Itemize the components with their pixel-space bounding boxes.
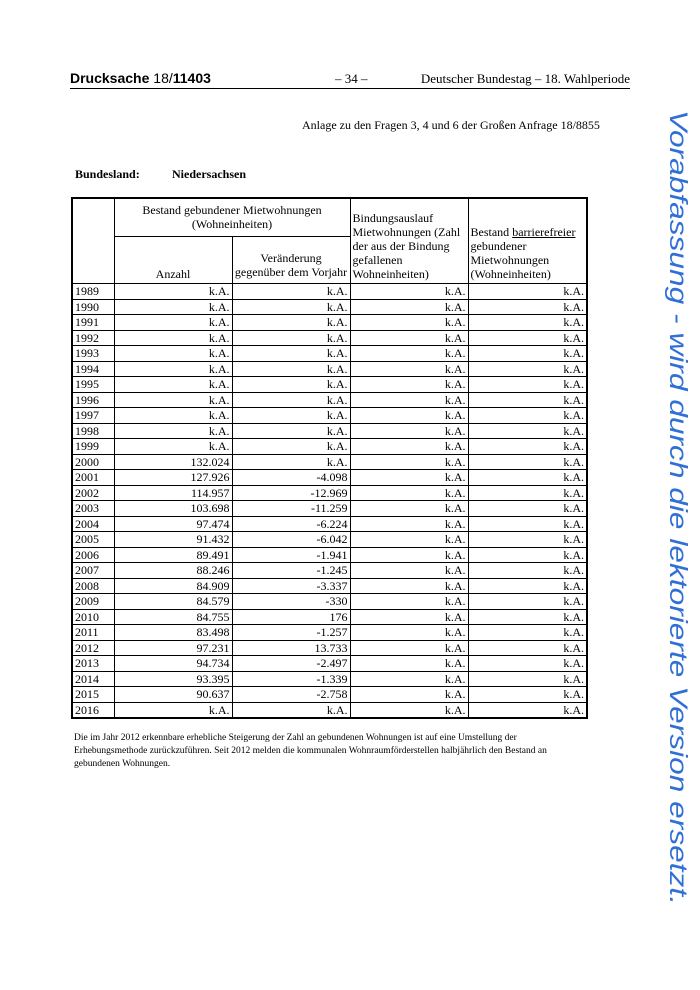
bindung-cell: k.A. [350,284,468,300]
anzahl-cell: 127.926 [114,470,232,486]
bindungsauslauf-header: Bindungsauslauf Mietwohnungen (Zahl der aus der Bindung gefallenen Wohneinheiten) [350,198,468,284]
veraenderung-cell: k.A. [232,299,350,315]
barriere-cell: k.A. [468,485,587,501]
table-row [72,501,587,517]
anzahl-cell: 94.734 [114,656,232,672]
table-row [72,346,587,362]
year-cell: 1990 [72,299,114,315]
bundesland-label: Bundesland: [75,167,140,181]
barriere-cell: k.A. [468,563,587,579]
year-cell: 1995 [72,377,114,393]
year-cell: 2010 [72,609,114,625]
bindung-cell: k.A. [350,625,468,641]
year-cell: 1996 [72,392,114,408]
barriere-cell: k.A. [468,454,587,470]
anzahl-cell: k.A. [114,361,232,377]
table-row [72,609,587,625]
anzahl-cell: 84.579 [114,594,232,610]
year-cell: 2015 [72,687,114,703]
bindung-cell: k.A. [350,392,468,408]
year-cell: 2009 [72,594,114,610]
anzahl-cell: 132.024 [114,454,232,470]
header-publisher: Deutscher Bundestag – 18. Wahlperiode [420,71,630,86]
bindung-cell: k.A. [350,687,468,703]
year-cell: 2005 [72,532,114,548]
table-row [72,547,587,563]
barriere-cell: k.A. [468,702,587,718]
anzahl-cell: k.A. [114,423,232,439]
table-row [72,423,587,439]
veraenderung-cell: 13.733 [232,640,350,656]
anzahl-cell: 84.755 [114,609,232,625]
barriere-cell: k.A. [468,423,587,439]
veraenderung-cell: -2.758 [232,687,350,703]
anzahl-cell: 91.432 [114,532,232,548]
barriere-cell: k.A. [468,640,587,656]
bindung-cell: k.A. [350,640,468,656]
bindung-cell: k.A. [350,702,468,718]
footnote: Die im Jahr 2012 erkennbare erhebliche Steigerung der Zahl an gebundenen Wohnungen ist auf eine Umstellung der Erhebungsmethode zurückzuführen. Seit 2012 melden die kommunalen Wohnraumförderstellen halbjährlich den Bestand an gebundenen Wohnungen. [74,733,547,769]
page-number: – 34 – [335,71,368,86]
barriere-cell: k.A. [468,687,587,703]
year-cell: 1989 [72,284,114,300]
anzahl-cell: 93.395 [114,671,232,687]
barriere-cell: k.A. [468,392,587,408]
veraenderung-cell: 176 [232,609,350,625]
table-row [72,532,587,548]
barriere-cell: k.A. [468,516,587,532]
veraenderung-cell: -1.339 [232,671,350,687]
table-row [72,687,587,703]
bindung-cell: k.A. [350,532,468,548]
table-row [72,625,587,641]
table-row [72,454,587,470]
anzahl-header: Anzahl [114,237,232,284]
table-row [72,563,587,579]
veraenderung-cell: -12.969 [232,485,350,501]
table-row [72,377,587,393]
veraenderung-cell: k.A. [232,315,350,331]
anlage-note: Anlage zu den Fragen 3, 4 und 6 der Großen Anfrage 18/8855 [302,118,600,132]
veraenderung-cell: k.A. [232,361,350,377]
table-row [72,578,587,594]
veraenderung-cell: k.A. [232,284,350,300]
barriere-cell: k.A. [468,671,587,687]
veraenderung-cell: -1.257 [232,625,350,641]
table-row [72,299,587,315]
anzahl-cell: k.A. [114,330,232,346]
year-cell: 1992 [72,330,114,346]
barriere-cell: k.A. [468,439,587,455]
watermark-text: Vorabfassung - wird durch die lektorierte Version ersetzt. [664,110,692,738]
anzahl-cell: 84.909 [114,578,232,594]
bindung-cell: k.A. [350,439,468,455]
year-cell: 2013 [72,656,114,672]
bundesland-value: Niedersachsen [172,167,246,181]
year-cell: 1999 [72,439,114,455]
bindung-cell: k.A. [350,454,468,470]
bindung-cell: k.A. [350,547,468,563]
year-cell: 2011 [72,625,114,641]
year-cell: 1994 [72,361,114,377]
year-cell: 2014 [72,671,114,687]
veraenderung-cell: -330 [232,594,350,610]
table-row [72,315,587,331]
anzahl-cell: 89.491 [114,547,232,563]
table-row [72,516,587,532]
barriere-cell: k.A. [468,284,587,300]
veraenderung-cell: -3.337 [232,578,350,594]
veraenderung-cell: k.A. [232,377,350,393]
barriere-cell: k.A. [468,377,587,393]
barriere-cell: k.A. [468,361,587,377]
year-cell: 2002 [72,485,114,501]
table-row [72,702,587,718]
barriere-cell: k.A. [468,625,587,641]
barriere-cell: k.A. [468,532,587,548]
year-cell: 2000 [72,454,114,470]
table-row [72,361,587,377]
year-cell: 1998 [72,423,114,439]
bindung-cell: k.A. [350,671,468,687]
bindung-cell: k.A. [350,516,468,532]
bestand-group-header: Bestand gebundener Mietwohnungen (Wohneinheiten) [114,198,350,237]
bindung-cell: k.A. [350,330,468,346]
veraenderung-cell: k.A. [232,454,350,470]
veraenderung-cell: -2.497 [232,656,350,672]
bindung-cell: k.A. [350,578,468,594]
anzahl-cell: k.A. [114,439,232,455]
table-row [72,392,587,408]
housing-table [71,197,588,719]
anzahl-cell: k.A. [114,392,232,408]
veraenderung-cell: -6.224 [232,516,350,532]
anzahl-cell: 97.231 [114,640,232,656]
anzahl-cell: 88.246 [114,563,232,579]
bindung-cell: k.A. [350,377,468,393]
veraenderung-cell: -6.042 [232,532,350,548]
page-header [70,70,630,89]
table-row [72,470,587,486]
anzahl-cell: 103.698 [114,501,232,517]
veraenderung-cell: k.A. [232,423,350,439]
bindung-cell: k.A. [350,346,468,362]
bindung-cell: k.A. [350,299,468,315]
table-row [72,284,587,300]
drucksache-label: Drucksache 18/11403 [70,70,211,86]
bindung-cell: k.A. [350,408,468,424]
bindung-cell: k.A. [350,563,468,579]
table-row [72,671,587,687]
year-cell: 2016 [72,702,114,718]
barriere-cell: k.A. [468,578,587,594]
anzahl-cell: k.A. [114,346,232,362]
barriere-cell: k.A. [468,346,587,362]
bindung-cell: k.A. [350,501,468,517]
bindung-cell: k.A. [350,423,468,439]
year-cell: 1991 [72,315,114,331]
barriere-cell: k.A. [468,609,587,625]
table-row [72,594,587,610]
veraenderung-cell: -11.259 [232,501,350,517]
bindung-cell: k.A. [350,594,468,610]
barriere-cell: k.A. [468,315,587,331]
table-row [72,640,587,656]
bindung-cell: k.A. [350,485,468,501]
barriere-cell: k.A. [468,547,587,563]
year-cell: 2012 [72,640,114,656]
anzahl-cell: 90.637 [114,687,232,703]
veraenderung-cell: -1.941 [232,547,350,563]
anzahl-cell: k.A. [114,377,232,393]
year-header [72,198,114,284]
anzahl-cell: 97.474 [114,516,232,532]
veraenderung-cell: k.A. [232,330,350,346]
table-row [72,656,587,672]
veraenderung-header: Veränderung gegenüber dem Vorjahr [232,237,350,284]
veraenderung-cell: k.A. [232,702,350,718]
veraenderung-cell: k.A. [232,346,350,362]
barriere-cell: k.A. [468,594,587,610]
anzahl-cell: 83.498 [114,625,232,641]
year-cell: 2006 [72,547,114,563]
barriere-cell: k.A. [468,656,587,672]
veraenderung-cell: k.A. [232,439,350,455]
barrierefrei-header: Bestand barrierefreier gebundener Mietwohnungen (Wohneinheiten) [468,198,587,284]
anzahl-cell: k.A. [114,299,232,315]
year-cell: 1993 [72,346,114,362]
veraenderung-cell: k.A. [232,392,350,408]
bindung-cell: k.A. [350,609,468,625]
year-cell: 2008 [72,578,114,594]
anzahl-cell: k.A. [114,284,232,300]
table-row [72,408,587,424]
year-cell: 1997 [72,408,114,424]
anzahl-cell: 114.957 [114,485,232,501]
veraenderung-cell: -4.098 [232,470,350,486]
bindung-cell: k.A. [350,656,468,672]
bindung-cell: k.A. [350,361,468,377]
veraenderung-cell: -1.245 [232,563,350,579]
year-cell: 2003 [72,501,114,517]
year-cell: 2004 [72,516,114,532]
barriere-cell: k.A. [468,470,587,486]
anzahl-cell: k.A. [114,702,232,718]
year-cell: 2001 [72,470,114,486]
table-row [72,330,587,346]
year-cell: 2007 [72,563,114,579]
watermark [645,110,695,910]
table-row [72,485,587,501]
bindung-cell: k.A. [350,315,468,331]
table-row [72,439,587,455]
barriere-cell: k.A. [468,408,587,424]
veraenderung-cell: k.A. [232,408,350,424]
barriere-cell: k.A. [468,501,587,517]
barriere-cell: k.A. [468,299,587,315]
bindung-cell: k.A. [350,470,468,486]
barriere-cell: k.A. [468,330,587,346]
anzahl-cell: k.A. [114,315,232,331]
anzahl-cell: k.A. [114,408,232,424]
